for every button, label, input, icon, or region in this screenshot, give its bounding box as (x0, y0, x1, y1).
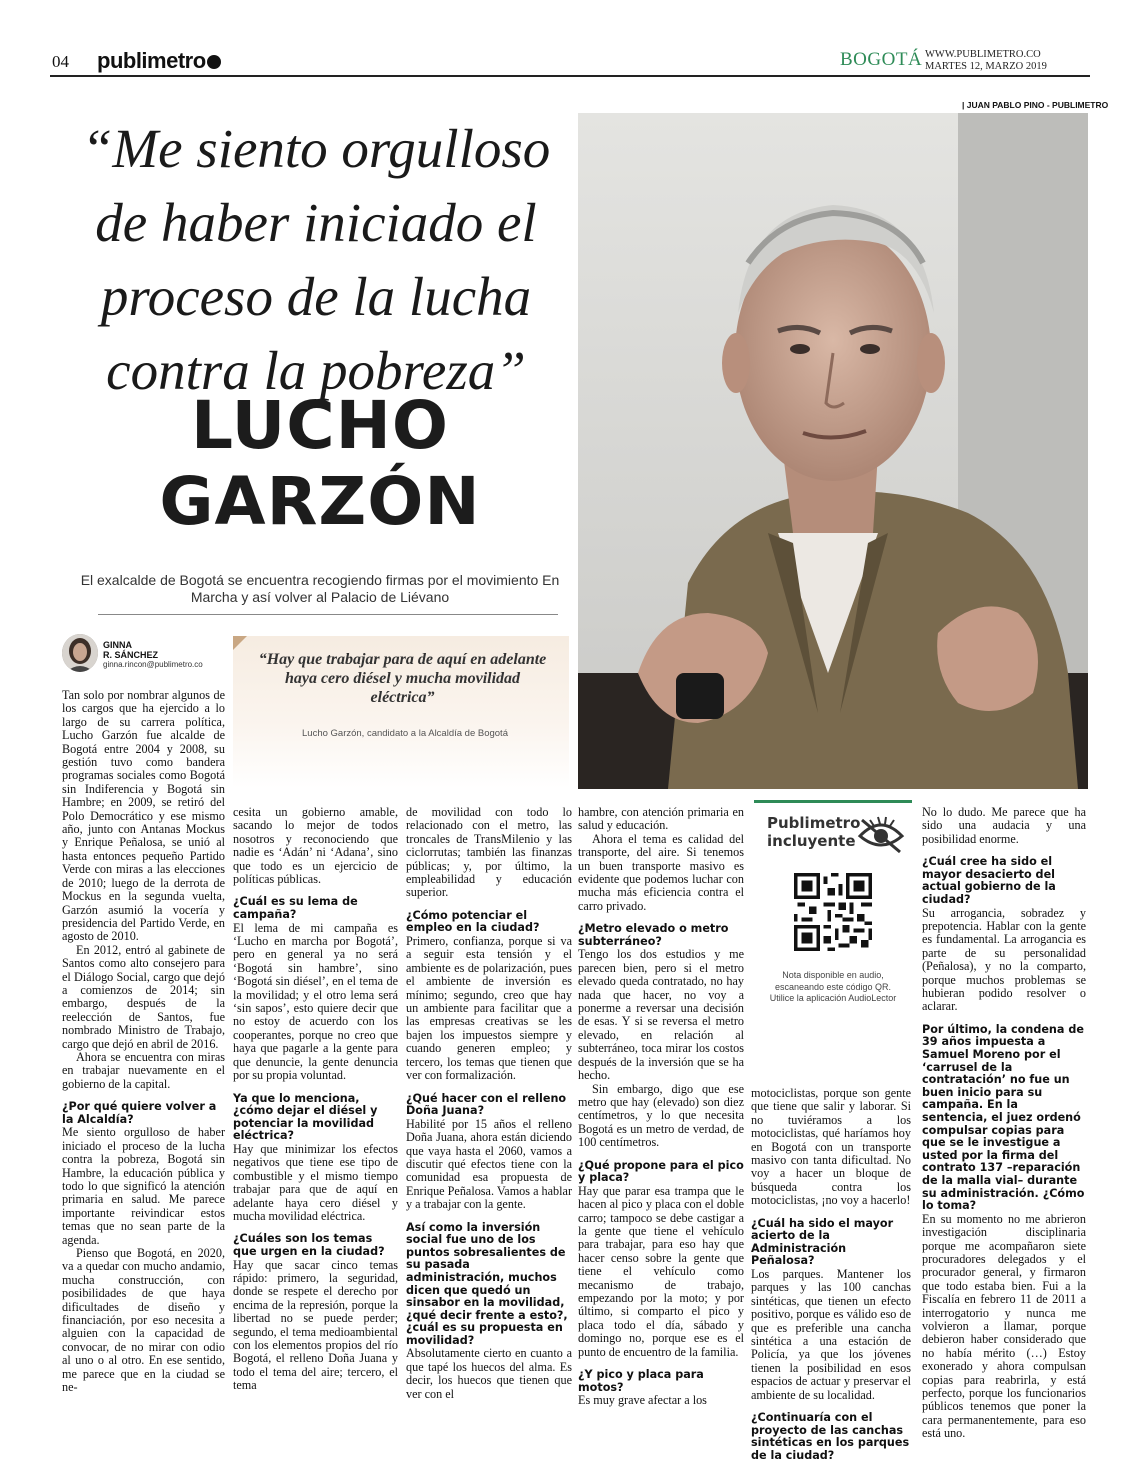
answer: El lema de mi campaña es ‘Lucho en marcha por Bogotá’, pero en general ya no será ‘Bogotá sin hambre’, sino ‘Bogotá sin diésel’, en el tema de la movilidad; y el otro lema será ‘sin sapos’, esto quiere decir que no estoy de acuerdo con los cooperantes, porque no creo que haya que pagarle a la gente para que denuncie, la gente denuncia por su propia voluntad. (233, 920, 398, 1083)
portrait-photo (578, 113, 1088, 789)
qr-code-icon[interactable] (794, 873, 872, 951)
issue-date: MARTES 12, MARZO 2019 (925, 61, 1047, 72)
answer: Habilité por 15 años el relleno Doña Juana, ahora están diciendo que vaya hasta el 2060, vamos a discutir qué efectos tiene con la comunidad esa propuesta de Enrique Peñalosa. Vamos a hablar y a trabajar con la gente. (406, 1116, 572, 1212)
publimetro-logo: publimetro (97, 48, 221, 74)
author-email[interactable]: ginna.rincon@publimetro.co (103, 660, 203, 669)
answer: Hay que parar esa trampa que le hacen al pico y placa con el doble carro; tampoco se debe castigar a la gente que tiene el vehículo para trabajar, para eso hay que hacer censo sobre la gente que tiene el vehículo como mecanismo de trabajo, empezando por la moto; y por último, si comparto el pico y placa todo el día, sábado y domingo no, porque ese es el punto de encuentro de la familia. (578, 1183, 744, 1359)
question: ¿Y pico y placa para motos? (578, 1368, 704, 1394)
column-6 (922, 806, 1086, 1441)
question: ¿Cuáles son los temas que urgen en la ciudad? (233, 1232, 385, 1258)
incluyente-note: Nota disponible en audio, escaneando este código QR. Utilice la aplicación AudioLector (769, 970, 897, 1003)
column-4 (578, 806, 744, 1408)
logo-dot-icon (207, 55, 221, 69)
interviewee-name (60, 388, 580, 540)
question: Por último, la condena de 39 años impuesta a Samuel Moreno por el ‘carrusel de la contratación’ no fue un buen inicio para su campaña. En la sentencia, el juez ordenó compulsar copias para que se le investigue a usted por la firma del contrato 137 –reparación de la malla vial– durante su administración. ¿Cómo lo toma? (922, 1022, 1085, 1213)
question: ¿Cuál ha sido el mayor acierto de la Administración Peñalosa? (751, 1216, 894, 1268)
pull-quote-corner (233, 636, 247, 650)
headline-quote: “Me siento orgulloso de haber iniciado el proceso de la lucha contra la pobreza” (81, 118, 551, 401)
portrait-illustration (578, 113, 1088, 789)
pull-quote-text: “Hay que trabajar para de aquí en adelante haya cero diésel y mucha movilidad eléctrica” (258, 651, 547, 706)
answer: Hay que minimizar los efectos negativos que tiene ese tipo de combustible y el mismo tiempo trabajar para que de aquí en adelante haya cero diésel y mucha movilidad eléctrica. (233, 1141, 398, 1223)
eye-icon (856, 814, 906, 854)
header-meta (925, 49, 1047, 73)
photo-credit: | JUAN PABLO PINO - PUBLIMETRO (962, 100, 1109, 110)
author-name-2: R. SÁNCHEZ (103, 650, 159, 660)
answer: Los parques. Mantener los parques y las 100 canchas sintéticas, que tienen un efecto positivo, porque es válido eso de que es preferible una cancha sintética a una estación de Policía, ya que los jóvenes tienen la posibilidad en esos espacios de actuar y preservar el ambiente de su localidad. (751, 1267, 911, 1402)
deck-subtitle: El exalcalde de Bogotá se encuentra recogiendo firmas por el movimiento En Marcha y así volver al Palacio de Liévano (80, 572, 560, 605)
incluyente-title (767, 814, 860, 850)
author-avatar-icon (62, 634, 98, 672)
pull-quote-source: Lucho Garzón, candidato a la Alcaldía de Bogotá (302, 728, 508, 739)
author-byline (103, 640, 203, 670)
question: ¿Cuál es su lema de campaña? (233, 895, 358, 922)
paragraph: hambre, con atención primaria en salud y educación. (578, 805, 744, 833)
deck-divider (98, 614, 558, 615)
answer: Absolutamente cierto en cuanto a que tapé los huecos del alma. Es decir, los huecos que tienen que ver con el (406, 1346, 572, 1401)
author-avatar (62, 634, 98, 672)
paragraph: Ahora el tema es calidad del transporte, del aire. Si tenemos un buen transporte masivo es evidente que podemos luchar con mucha más eficiencia contra el carro privado. (578, 831, 744, 913)
answer: Hay que sacar cinco temas rápido: primero, la seguridad, donde se respete el derecho por encima de la represión, porque la libertad no se puede perder; segundo, el tema medioambiental con los elementos propios del río Bogotá, el relleno Doña Juana y todo el tema del aire; tercero, el tema (233, 1257, 398, 1393)
page-number: 04 (52, 52, 69, 71)
question: ¿Qué hacer con el relleno Doña Juana? (406, 1091, 567, 1118)
question: ¿Cuál cree ha sido el mayor desacierto del actual gobierno de la ciudad? (922, 855, 1056, 906)
column-3 (406, 806, 572, 1401)
paragraph: Ahora se encuentra con miras en trabajar nuevamente en el gobierno de la capital. (62, 1049, 225, 1091)
question: ¿Cómo potenciar el empleo en la ciudad? (406, 908, 540, 935)
answer: Su arrogancia, sobradez y prepotencia. Hablar con la gente es fundamental. La arrogancia es parte de su personalidad (Peñalosa), y no la comparto, porque muchos problemas se hubieran podido resolver o aclarar. (922, 905, 1086, 1014)
paragraph: Tan solo por nombrar algunos de los cargos que ha ejercido a lo largo de su carrera política, Lucho Garzón fue alcalde de Bogotá entre 2004 y 2008, su gestión tuvo como bandera programas sociales como Bogotá sin Indiferencia y Bogotá sin Hambre; en 2009, se retiró del Polo Democrático y ese mismo año, junto con Antanas Mockus y Enrique Peñalosa, se unió al hasta entonces pequeño Partido Verde con miras a las elecciones de 2010; luego de la derrota de Mockus en la segunda vuelta, Garzón asumió la vocería y presidencia del Partido Verde, en agosto de 2010. (62, 688, 225, 944)
paragraph: En 2012, entró al gabinete de Santos como alto consejero para el Diálogo Social, cargo que dejó a comienzos de 2014; sin embargo, después de la reelección de Santos, fue nombrado Ministro de Trabajo, cargo que dejó en abril de 2016. (62, 942, 225, 1051)
column-1 (62, 689, 225, 1395)
name-line-1: LUCHO (190, 387, 450, 464)
incluyente-title-line-1: Publimetro (767, 814, 861, 832)
question: ¿Metro elevado o metro subterráneo? (578, 922, 729, 948)
question: ¿Por qué quiere volver a la Alcaldía? (62, 1100, 217, 1126)
answer: Sin embargo, digo que ese metro que hay (elevado) son diez centímetros, y lo que necesita Bogotá es un metro de verdad, de 100 centímetros. (578, 1081, 744, 1150)
answer: Tengo los dos estudios y me parecen bien, pero si el metro elevado queda contratado, no hay nada que hacer, no voy a ponerme a reversar una decisión de esas. Y si se reversa el metro elevado, en relación al subterráneo, toca mirar los costos después de la inversión que se ha hecho. (578, 947, 744, 1083)
answer: Primero, confianza, porque si va a seguir esta tensión y el ambiente es de polarización, pues el ambiente de inversión es mínimo; segundo, creo que hay un ambiente para facilitar que a las empresas creativas se les bajen los impuestos siempre y cuando generen empleo; y tercero, los temas que tienen que ver con formalización. (406, 934, 572, 1083)
column-2 (233, 806, 398, 1393)
answer: En su momento no me abrieron investigación disciplinaria porque me acompañaron siete procuradores delegados y el procurador general, y firmaron que todo estaba bien. Fui a la Fiscalía en febrero 11 de 2011 a interrogatorio y nunca me volvieron a llamar, porque debieron haber considerado que no había mérito (…) Estoy exonerado y ahora compulsan copias para reabrirla, y está perfecto, porque los funcionarios públicos tenemos que poner la cara permanentemente, para eso está uno. (922, 1211, 1086, 1441)
website-link[interactable]: WWW.PUBLIMETRO.CO (925, 49, 1041, 60)
paragraph: de movilidad con todo lo relacionado con el metro, las troncales de TransMilenio y las ciclorrutas; también las finanzas públicas; y, por último, la empleabilidad y educación superior. (406, 805, 572, 900)
question: Así como la inversión social fue uno de los puntos sobresalientes de su pasada administración, muchos dicen que quedó un sinsabor en la movilidad, ¿qué decir frente a esto?, ¿cuál es su propuesta en movilidad? (406, 1220, 568, 1347)
author-name-1: GINNA (103, 640, 132, 650)
column-5 (751, 1087, 911, 1462)
header-rule (50, 75, 1090, 77)
answer: Pienso que Bogotá, en 2020, va a quedar con mucho andamio, mucha construcción, con posibilidades de que haya dificultades de diseño y financiación, por eso necesita a alguien con la capacidad de convocar, de no mirar con odio al uno o al otro. En ese sentido, me parece que en la ciudad se ne- (62, 1246, 225, 1395)
incluyente-title-line-2: incluyente (767, 832, 856, 850)
paragraph: cesita un gobierno amable, sacando lo mejor de todos nosotros y reconociendo que nadie es ‘Adán’ ni ‘Adana’, sino que todo es un ejercicio de políticas públicas. (233, 805, 398, 887)
incluyente-rule (754, 800, 912, 803)
question: ¿Continuaría con el proyecto de las canchas sintéticas en los parques de la ciudad? (751, 1411, 910, 1462)
name-line-2: GARZÓN (159, 463, 481, 540)
question: Ya que lo menciona, ¿cómo dejar el diésel y potenciar la movilidad eléctrica? (233, 1091, 378, 1143)
section-label: BOGOTÁ (840, 49, 923, 70)
paragraph: motociclistas, porque son gente que tiene que salir y laborar. Si no tuviéramos a los motociclistas, qué haríamos hoy en Bogotá con un transporte masivo con tanta dificultad. No voy a hacer un bloque de búsqueda contra los motociclistas, ¡no voy a hacerlo! (751, 1086, 911, 1208)
question: ¿Qué propone para el pico y placa? (578, 1158, 744, 1185)
answer: Es muy grave afectar a los (578, 1393, 707, 1408)
paragraph: No lo dudo. Me parece que ha sido una audacia y una posibilidad enorme. (922, 805, 1086, 846)
answer: Me siento orgulloso de haber iniciado el proceso de la lucha contra la pobreza, Bogotá sin Hambre, la educación pública y todo lo que significó la atención primaria en salud. Me parece importante reivindicar estos temas que no sean parte de la agenda. (62, 1125, 225, 1247)
